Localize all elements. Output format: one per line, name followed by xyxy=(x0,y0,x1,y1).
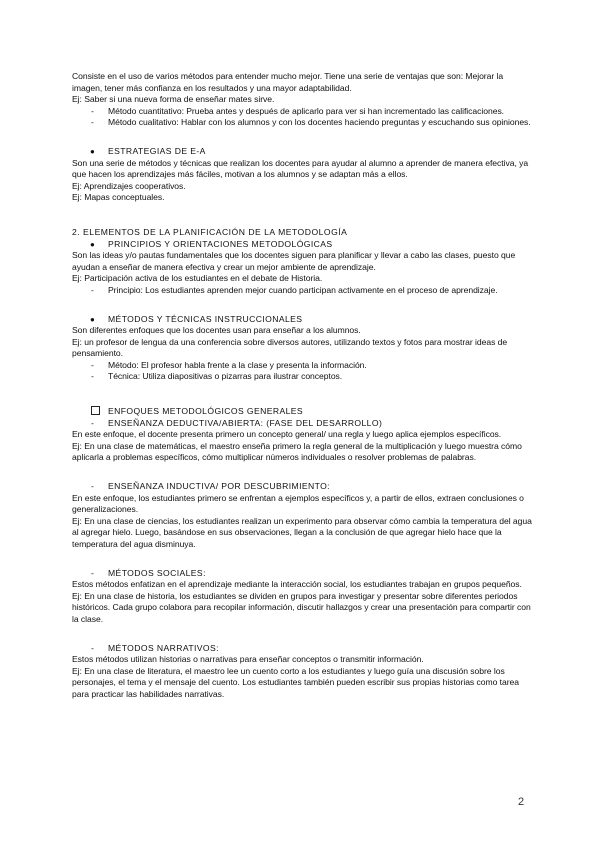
sociales-example: Ej: En una clase de historia, los estudiantes se dividen en grupos para investigar y presentar sobre diferentes periodos históricos. Cada grupo colabora para recopilar información, discutir hallazgos y crear una presentación para compartir con la clase. xyxy=(72,590,531,624)
checkbox-icon xyxy=(91,406,100,415)
bullet-icon: ● xyxy=(90,239,96,249)
metodos-example: Ej: un profesor de lengua da una conferencia sobre diversos autores, utilizando textos y fotos para mostrar ideas de pensamiento. xyxy=(72,336,508,359)
narrativos-example: Ej: En una clase de literatura, el maestro lee un cuento corto a los estudiantes y luego guía una discusión sobre los personajes, el tema y el mensaje del cuento. Los estudiantes también pueden escribir sus propias historias como tarea para practicar las habilidades narrativas. xyxy=(72,665,520,699)
dash-list-item xyxy=(72,106,532,118)
subsection-heading-narrativos: - MÉTODOS NARRATIVOS: xyxy=(91,642,219,653)
deductiva-example: Ej: En una clase de matemáticas, el maestro enseña primero la regla general de la multiplicación y luego muestra cómo aplicarla a problemas específicos, cómo multiplicar números individuales o resolver problemas de palabras. xyxy=(72,440,522,463)
dash-marker: - xyxy=(91,284,94,295)
dash-list-item xyxy=(72,285,532,297)
dash-marker: - xyxy=(91,481,95,492)
page-number: 2 xyxy=(518,796,525,808)
list-item-text: Técnica: Utiliza diapositivas o pizarras para ilustrar conceptos. xyxy=(108,371,343,382)
inductiva-text: En este enfoque, los estudiantes primero se enfrentan a ejemplos específicos y, a partir de ellos, extraen conclusiones o generalizaciones. xyxy=(72,492,524,515)
dash-marker: - xyxy=(91,359,94,370)
dash-marker: - xyxy=(91,642,95,653)
principios-text: Son las ideas y/o pautas fundamentales que los docentes siguen para planificar y llevar a cabo las clases, puesto que ayudan a enseñar de manera efectiva y crear un mejor ambiente de aprendizaje. xyxy=(72,250,516,272)
dash-list-item xyxy=(72,360,532,372)
estrategias-example-2: Ej: Mapas conceptuales. xyxy=(72,192,165,203)
section-heading-estrategias: ● ESTRATEGIAS DE E-A xyxy=(90,145,206,156)
dash-marker: - xyxy=(91,371,94,382)
subsection-heading-inductiva: - ENSEÑANZA INDUCTIVA/ POR DESCUBRIMIENTO: xyxy=(91,481,330,492)
dash-marker: - xyxy=(91,105,94,116)
page-content xyxy=(72,71,532,701)
principios-example: Ej: Participación activa de los estudiantes en el debate de Historia. xyxy=(72,273,323,284)
intro-paragraph: Consiste en el uso de varios métodos para entender mucho mejor. Tiene una serie de ventajas que son: Mejorar la imagen, tener más confianza en los resultados y una mayor adaptabilidad. xyxy=(72,71,504,93)
intro-example: Ej: Saber si una nueva forma de enseñar mates sirve. xyxy=(72,94,275,105)
bullet-icon: ● xyxy=(90,146,96,156)
metodos-text: Son diferentes enfoques que los docentes usan para enseñar a los alumnos. xyxy=(72,325,361,336)
list-item-text: Principio: Los estudiantes aprenden mejor cuando participan activamente en el proceso de aprendizaje. xyxy=(108,284,498,295)
section-heading-enfoques: ENFOQUES METODOLÓGICOS GENERALES xyxy=(72,406,532,418)
list-item-text: Método cuantitativo: Prueba antes y después de aplicarlo para ver si han incrementado las calificaciones. xyxy=(108,105,505,116)
subsection-heading-deductiva: - ENSEÑANZA DEDUCTIVA/ABIERTA: (FASE DEL DESARROLLO) xyxy=(91,417,383,428)
section-2-heading: 2. ELEMENTOS DE LA PLANIFICACIÓN DE LA METODOLOGÍA xyxy=(72,226,348,237)
list-item-text: Método cualitativo: Hablar con los alumnos y con los docentes haciendo preguntas y escuchando sus opiniones. xyxy=(108,117,531,128)
subsection-heading-sociales: - MÉTODOS SOCIALES: xyxy=(91,567,206,578)
estrategias-text: Son una serie de métodos y técnicas que realizan los docentes para ayudar al alumno a aprender de manera efectiva, ya que hacen los aprendizajes más fáciles, motivan a los alumnos y se adaptan más a ellos. xyxy=(72,157,529,180)
section-heading-metodos: ● MÉTODOS Y TÉCNICAS INSTRUCCIONALES xyxy=(90,313,303,324)
dash-marker: - xyxy=(91,117,94,128)
dash-list-item xyxy=(72,371,532,383)
bullet-icon: ● xyxy=(90,314,96,324)
narrativos-text: Estos métodos utilizan historias o narrativas para enseñar conceptos o transmitir información. xyxy=(72,654,424,665)
estrategias-example-1: Ej: Aprendizajes cooperativos. xyxy=(72,180,186,191)
dash-marker: - xyxy=(91,417,95,428)
dash-marker: - xyxy=(91,567,95,578)
deductiva-text: En este enfoque, el docente presenta primero un concepto general/ una regla y luego aplica ejemplos específicos. xyxy=(72,429,502,440)
section-heading-principios: ● PRINCIPIOS Y ORIENTACIONES METODOLÓGICAS xyxy=(90,238,333,249)
inductiva-example: Ej: En una clase de ciencias, los estudiantes realizan un experimento para observar cómo cambia la temperatura del agua al agregar hielo. Luego, basándose en sus observaciones, llegan a la conclusión de que agregar hielo hace que la temperatura del agua disminuya. xyxy=(72,515,532,549)
sociales-text: Estos métodos enfatizan en el aprendizaje mediante la interacción social, los estudiantes trabajan en grupos pequeños. xyxy=(72,579,522,590)
dash-list-item xyxy=(72,117,532,129)
list-item-text: Método: El profesor habla frente a la clase y presenta la información. xyxy=(108,359,367,370)
